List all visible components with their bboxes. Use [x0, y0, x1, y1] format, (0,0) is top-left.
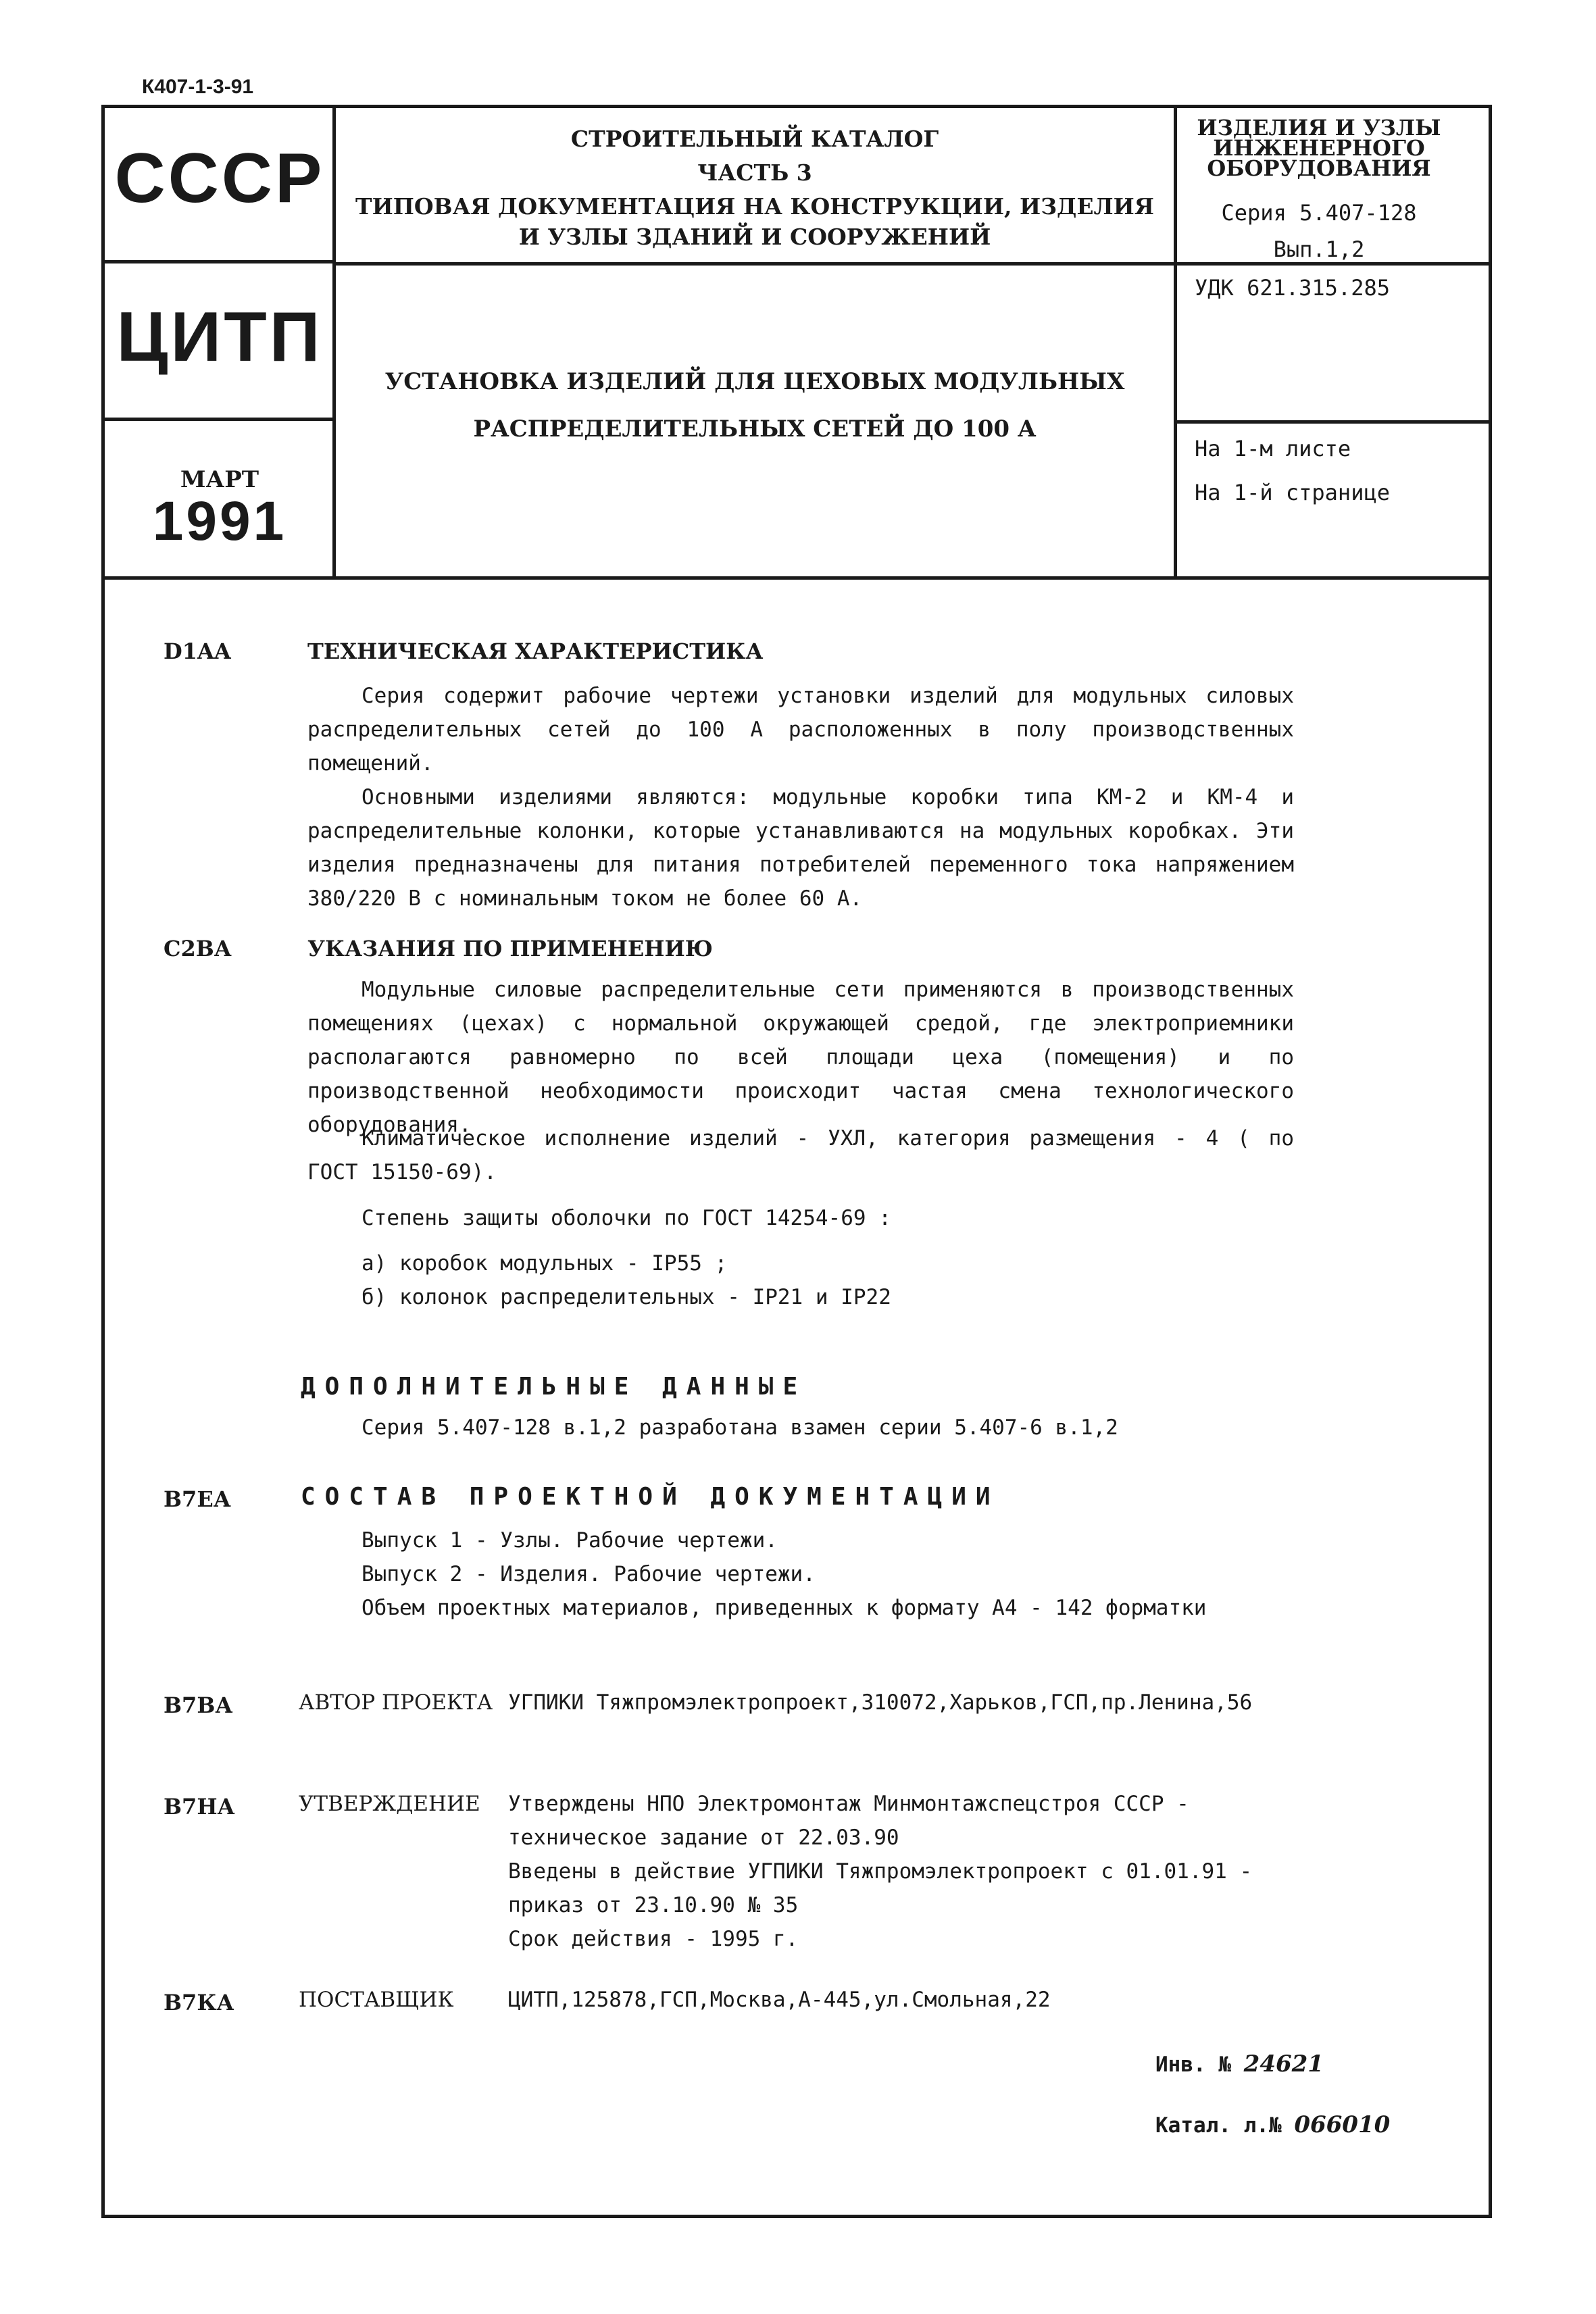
supplier-text: ЦИТП,125878,ГСП,Москва,А-445,ул.Смольная,22 — [508, 1988, 1051, 2012]
section-code-tech: D1AA — [164, 638, 231, 664]
approval-line-2: техническое задание от 22.03.90 — [508, 1826, 899, 1850]
section-title-tech: ТЕХНИЧЕСКАЯ ХАРАКТЕРИСТИКА — [307, 638, 764, 664]
catalog-line-3: ТИПОВАЯ ДОКУМЕНТАЦИЯ НА КОНСТРУКЦИИ, ИЗДЕЛИЯ — [355, 193, 1154, 220]
catalog-sheet-label: Катал. л.№ — [1155, 2113, 1282, 2138]
inventory-label: Инв. № — [1155, 2053, 1231, 2077]
inventory-value: 24621 — [1243, 2051, 1324, 2078]
sheet-count: На 1-м листе — [1195, 436, 1351, 461]
composition-line-2: Выпуск 2 - Изделия. Рабочие чертежи. — [361, 1562, 816, 1586]
header-bottom-line — [101, 576, 1489, 580]
section-title-extra: ДОПОЛНИТЕЛЬНЫЕ ДАННЫЕ — [301, 1373, 807, 1401]
section-code-supplier: В7КА — [164, 1990, 234, 2015]
right-col-divider — [1174, 420, 1489, 424]
catalog-sheet-value: 066010 — [1294, 2111, 1391, 2138]
composition-line-1: Выпуск 1 - Узлы. Рабочие чертежи. — [361, 1528, 778, 1553]
author-text: УГПИКИ Тяжпромэлектропроект,310072,Харьков,ГСП,пр.Ленина,56 — [508, 1690, 1253, 1715]
doc-title-line-1: УСТАНОВКА ИЗДЕЛИЙ ДЛЯ ЦЕХОВЫХ МОДУЛЬНЫХ — [384, 368, 1125, 395]
doc-title-line-2: РАСПРЕДЕЛИТЕЛЬНЫХ СЕТЕЙ ДО 100 А — [473, 416, 1037, 443]
approval-line-3: Введены в действие УГПИКИ Тяжпромэлектропроект с 01.01.91 - — [508, 1859, 1253, 1884]
org-ussr: СССР — [114, 139, 325, 218]
section-code-approval: В7НА — [164, 1794, 235, 1819]
section-title-usage: УКАЗАНИЯ ПО ПРИМЕНЕНИЮ — [307, 936, 713, 961]
extra-text: Серия 5.407-128 в.1,2 разработана взамен серии 5.407-6 в.1,2 — [361, 1415, 1118, 1440]
usage-paragraph-1: Модульные силовые распределительные сети применяются в производственных помещениях (цехах) с нормальной окружающей средой, где электроприемники располагаются равномерно по всей площади цеха (помещения) и по производственной необходимости происходит частая смена технологического оборудования. — [307, 978, 1294, 1137]
page-count: На 1-й странице — [1195, 480, 1390, 505]
issue-month: МАРТ — [180, 466, 259, 493]
category-line-2: ИНЖЕНЕРНОГО — [1213, 135, 1425, 161]
tech-paragraph-2: Основными изделиями являются: модульные коробки типа КМ-2 и КМ-4 и распределительные колонки, которые устанавливаются на модульных коробках. Эти изделия предназначены для питания потребителей переменного тока напряжением 380/220 В с номинальным током не более 60 А. — [307, 785, 1294, 911]
section-code-composition: В7ЕА — [164, 1486, 231, 1512]
document-code: К407-1-3-91 — [142, 76, 254, 98]
section-code-usage: С2ВА — [164, 936, 232, 961]
issue-year: 1991 — [152, 491, 287, 552]
catalog-line-2: ЧАСТЬ 3 — [697, 159, 812, 186]
supplier-label: ПОСТАВЩИК — [299, 1988, 454, 2012]
catalog-sheet-number — [1155, 2111, 1390, 2138]
issue-number: Вып.1,2 — [1273, 236, 1365, 262]
header-divider-right — [1174, 105, 1177, 576]
composition-line-3: Объем проектных материалов, приведенных к формату А4 - 142 форматки — [361, 1596, 1207, 1620]
org-citp: ЦИТП — [116, 298, 323, 376]
inventory-number — [1155, 2051, 1324, 2078]
series-number: Серия 5.407-128 — [1221, 200, 1417, 226]
catalog-line-4: И УЗЛЫ ЗДАНИЙ И СООРУЖЕНИЙ — [518, 224, 991, 250]
left-col-divider-1 — [101, 260, 336, 263]
section-code-author: В7ВА — [164, 1692, 233, 1718]
usage-paragraph-2: Климатическое исполнение изделий - УХЛ, категория размещения - 4 ( по ГОСТ 15150-69). — [307, 1126, 1294, 1184]
approval-line-4: приказ от 23.10.90 № 35 — [508, 1893, 799, 1917]
left-col-divider-2 — [101, 418, 336, 421]
category-line-3: ОБОРУДОВАНИЯ — [1207, 155, 1431, 181]
approval-label: УТВЕРЖДЕНИЕ — [299, 1792, 480, 1816]
usage-list-item-1: а) коробок модульных - IP55 ; — [361, 1251, 728, 1276]
catalog-line-1: СТРОИТЕЛЬНЫЙ КАТАЛОГ — [570, 126, 939, 152]
usage-list-item-2: б) колонок распределительных - IP21 и IP22 — [361, 1285, 891, 1309]
category-line-1: ИЗДЕЛИЯ И УЗЛЫ — [1197, 115, 1441, 141]
approval-line-5: Срок действия - 1995 г. — [508, 1927, 799, 1951]
tech-paragraph-1: Серия содержит рабочие чертежи установки изделий для модульных силовых распределительных сетей до 100 А расположенных в полу производственных помещений. — [307, 684, 1294, 776]
udk-code: УДК 621.315.285 — [1195, 275, 1390, 301]
approval-line-1: Утверждены НПО Электромонтаж Минмонтажспецстроя СССР - — [508, 1792, 1189, 1816]
section-title-composition: СОСТАВ ПРОЕКТНОЙ ДОКУМЕНТАЦИИ — [301, 1483, 1000, 1511]
usage-paragraph-3: Степень защиты оболочки по ГОСТ 14254-69 : — [361, 1206, 891, 1230]
author-label: АВТОР ПРОЕКТА — [299, 1690, 493, 1715]
header-row-divider — [332, 262, 1489, 266]
